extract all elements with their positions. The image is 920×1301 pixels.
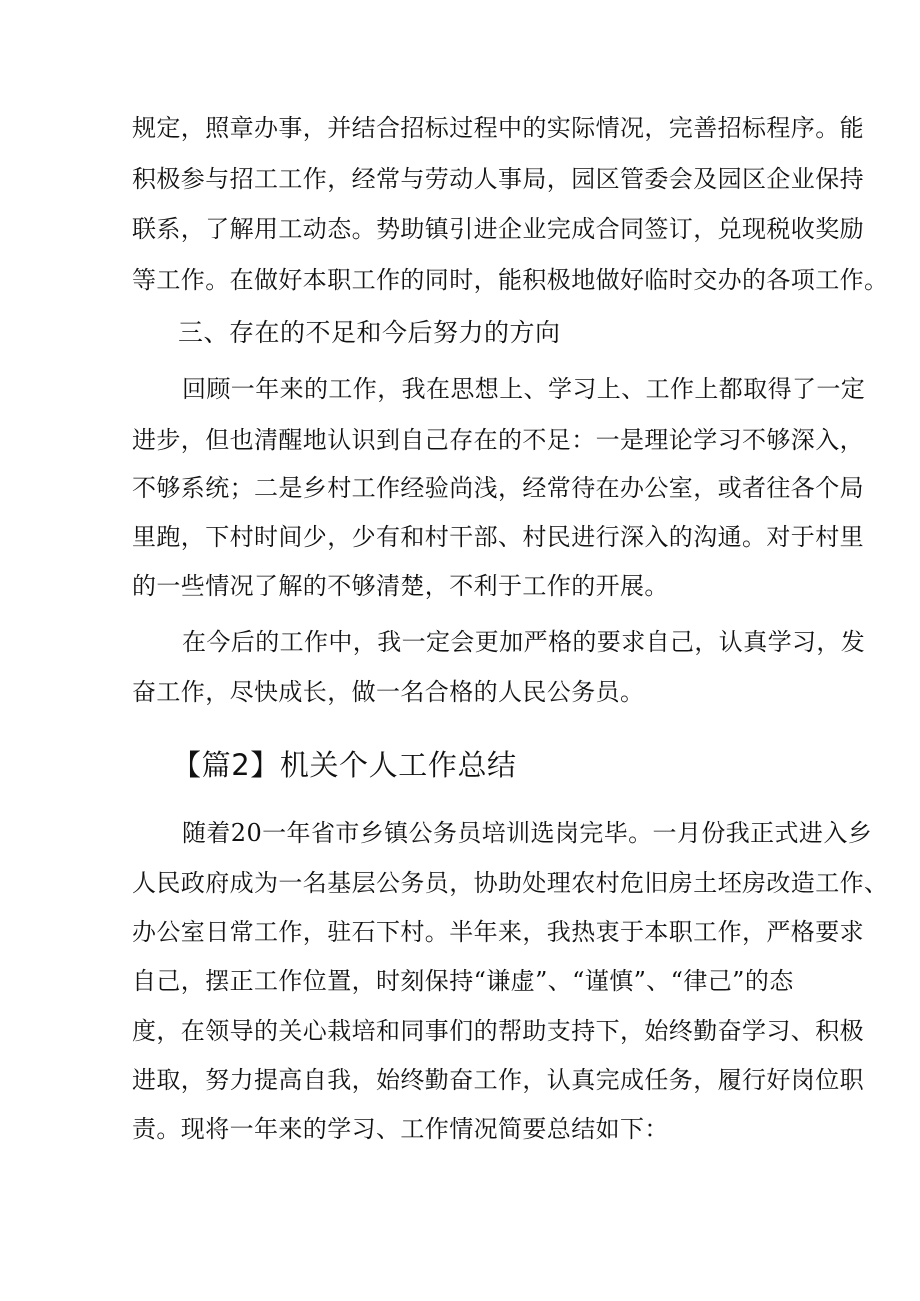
article-heading: 【篇2】机关个人工作总结 — [172, 748, 517, 782]
paragraph-line: 等工作。在做好本职工作的同时，能积极地做好临时交办的各项工作。 — [132, 266, 889, 294]
paragraph-line: 责。现将一年来的学习、工作情况简要总结如下： — [132, 1115, 669, 1143]
paragraph-line: 在今后的工作中，我一定会更加严格的要求自己，认真学习，发 — [182, 628, 866, 656]
paragraph-line: 度，在领导的关心栽培和同事们的帮助支持下，始终勤奋学习、积极 — [132, 1017, 864, 1045]
section-heading: 三、存在的不足和今后努力的方向 — [178, 318, 561, 347]
paragraph-line: 办公室日常工作，驻石下村。半年来，我热衷于本职工作，严格要求 — [132, 918, 864, 946]
paragraph-line: 规定，照章办事，并结合招标过程中的实际情况，完善招标程序。能 — [132, 114, 864, 142]
paragraph-line: 积极参与招工工作，经常与劳动人事局，园区管委会及园区企业保持 — [132, 165, 864, 193]
paragraph-line: 随着20一年省市乡镇公务员培训选岗完毕。一月份我正式进入乡 — [182, 819, 873, 847]
paragraph-line: 进取，努力提高自我，始终勤奋工作，认真完成任务，履行好岗位职 — [132, 1066, 864, 1094]
paragraph-line: 里跑，下村时间少，少有和村干部、村民进行深入的沟通。对于村里 — [132, 523, 864, 551]
paragraph-line: 奋工作，尽快成长，做一名合格的人民公务员。 — [132, 678, 645, 706]
paragraph-line: 人民政府成为一名基层公务员，协助处理农村危旧房土坯房改造工作、 — [132, 869, 889, 897]
paragraph-line: 自己，摆正工作位置，时刻保持“谦虚”、“谨慎”、“律己”的态 — [132, 967, 794, 995]
paragraph-line: 联系，了解用工动态。势助镇引进企业完成合同签订，兑现税收奖励 — [132, 215, 864, 243]
paragraph-line: 进步，但也清醒地认识到自己存在的不足：一是理论学习不够深入， — [132, 426, 864, 454]
paragraph-line: 回顾一年来的工作，我在思想上、学习上、工作上都取得了一定 — [182, 375, 866, 403]
paragraph-line: 不够系统；二是乡村工作经验尚浅，经常待在办公室，或者往各个局 — [132, 474, 864, 502]
paragraph-line: 的一些情况了解的不够清楚，不利于工作的开展。 — [132, 572, 669, 600]
